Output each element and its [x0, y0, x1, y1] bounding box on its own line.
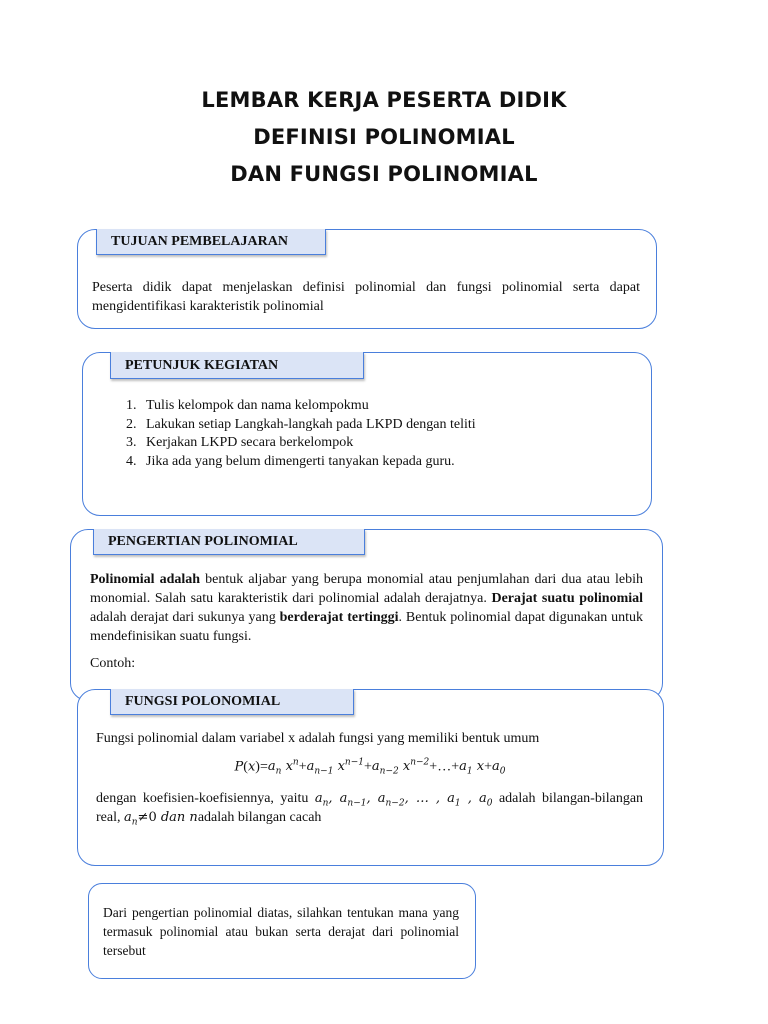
title-line-2: DEFINISI POLINOMIAL [253, 125, 515, 149]
coef-list: $a_n$, $a_{n-1}$, $a_{n-2}$, … , $a_1$ , $a_0$ [314, 791, 493, 809]
real-prefix: real, [96, 810, 121, 825]
petunjuk-list [118, 397, 618, 471]
pengertian-text-part: bentuk aljabar yang berupa monomial atau penjumlahan dari dua atau lebih monomial. Salah satu karakteristik dari polinomial adalah derajatnya. [90, 572, 643, 606]
pengertian-heading: PENGERTIAN POLINOMIAL [93, 529, 365, 555]
pengertian-text-part: adalah derajat dari sukunya yang [90, 610, 280, 625]
fungsi-box [77, 689, 664, 866]
petunjuk-heading: PETUNJUK KEGIATAN [110, 352, 364, 379]
petunjuk-item: 4. Jika ada yang belum dimengerti tanyakan kepada guru. [140, 453, 618, 472]
fungsi-heading: FUNGSI POLONOMIAL [110, 689, 354, 715]
an-condition: $a_n\ne 0$ dan n [123, 810, 198, 828]
term-tertinggi: berderajat tertinggi [279, 610, 399, 625]
petunjuk-item: 2. Lakukan setiap Langkah-langkah pada LKPD dengan teliti [140, 416, 618, 435]
fungsi-intro: Fungsi polinomial dalam variabel x adalah fungsi yang memiliki bentuk umum [96, 731, 540, 746]
petunjuk-item: 1. Tulis kelompok dan nama kelompokmu [140, 397, 618, 416]
polynomial-formula: $P(x)=a_n$ $x^n+a_{n-1}$ $x^{n-1}+a_{n-2}$ $x^{n-2}+\dots+a_1$ $x+a_0$ [234, 758, 506, 777]
coef-suffix: adalah bilangan-bilangan [498, 791, 644, 806]
term-derajat: Derajat suatu polinomial [491, 591, 644, 606]
title-line-1: LEMBAR KERJA PESERTA DIDIK [201, 88, 567, 112]
pengertian-text-part: . Bentuk polinomial dapat digunakan untuk mendefinisikan suatu fungsi. [90, 610, 643, 644]
term-polinomial: Polinomial adalah [90, 572, 201, 587]
fungsi-real-line [96, 808, 643, 833]
coef-prefix: dengan koefisien-koefisiennya, yaitu [96, 791, 309, 806]
tujuan-heading: TUJUAN PEMBELAJARAN [96, 229, 326, 255]
contoh-label: Contoh: [90, 656, 136, 671]
title-line-3: DAN FUNGSI POLINOMIAL [230, 162, 538, 186]
instruksi-text: Dari pengertian polinomial diatas, silahkan tentukan mana yang termasuk polinomial atau bukan serta derajat dari polinomial tersebut [103, 905, 459, 958]
pengertian-text [90, 570, 643, 646]
tujuan-text: Peserta didik dapat menjelaskan definisi polinomial dan fungsi polinomial serta dapat mengidentifikasi karakteristik polinomial [92, 280, 640, 314]
real-suffix: adalah bilangan cacah [197, 810, 322, 825]
petunjuk-item: 3. Kerjakan LKPD secara berkelompok [140, 434, 618, 453]
